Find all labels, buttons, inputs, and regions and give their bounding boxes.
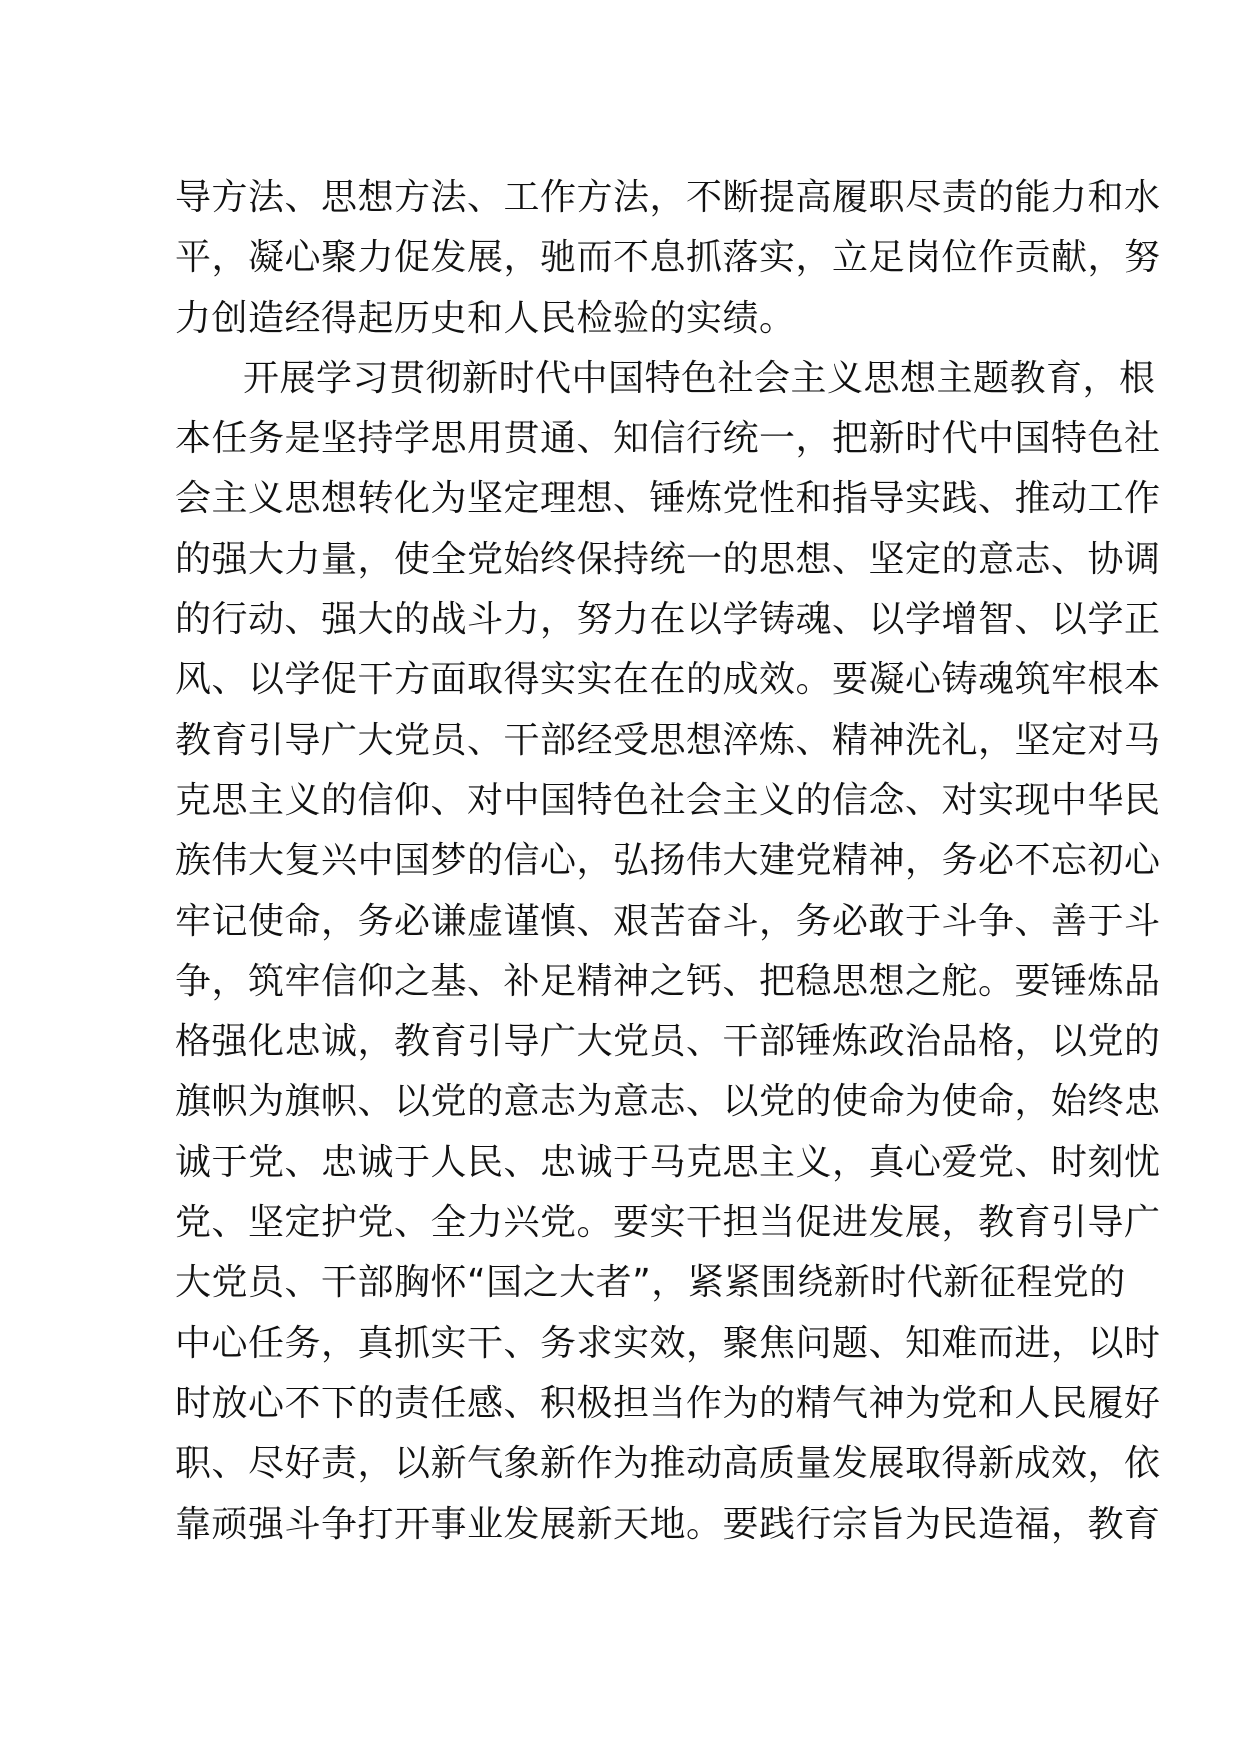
text-line: 的强大力量，使全党始终保持统一的思想、坚定的意志、协调: [175, 538, 1161, 580]
text-line: 力创造经得起历史和人民检验的实绩。: [175, 297, 796, 339]
text-line: 争，筑牢信仰之基、补足精神之钙、把稳思想之舵。要锤炼品: [175, 960, 1161, 1002]
text-line: 导方法、思想方法、工作方法，不断提高履职尽责的能力和水: [175, 177, 1161, 218]
text-line: 平，凝心聚力促发展，驰而不息抓落实，立足岗位作贡献，努: [175, 237, 1161, 279]
text-line: 中心任务，真抓实干、务求实效，聚焦问题、知难而进，以时: [175, 1322, 1161, 1364]
paragraph-start-line: 开展学习贯彻新时代中国特色社会主义思想主题教育，根: [243, 357, 1156, 399]
text-line: 风、以学促干方面取得实实在在的成效。要凝心铸魂筑牢根本: [175, 659, 1161, 701]
text-line: 靠顽强斗争打开事业发展新天地。要践行宗旨为民造福，教育: [175, 1503, 1161, 1545]
text-line: 诚于党、忠诚于人民、忠诚于马克思主义，真心爱党、时刻忧: [175, 1141, 1161, 1183]
text-line: 旗帜为旗帜、以党的意志为意志、以党的使命为使命，始终忠: [175, 1081, 1161, 1123]
text-line: 职、尽好责，以新气象新作为推动高质量发展取得新成效，依: [175, 1443, 1161, 1485]
text-line: 族伟大复兴中国梦的信心，弘扬伟大建党精神，务必不忘初心: [175, 840, 1161, 882]
text-line: 克思主义的信仰、对中国特色社会主义的信念、对实现中华民: [175, 779, 1161, 821]
text-line: 会主义思想转化为坚定理想、锤炼党性和指导实践、推动工作: [175, 478, 1161, 520]
body-text: [175, 168, 1161, 1555]
text-line: 党、坚定护党、全力兴党。要实干担当促进发展，教育引导广: [175, 1202, 1161, 1244]
text-line: 时放心不下的责任感、积极担当作为的精气神为党和人民履好: [175, 1382, 1161, 1424]
text-line: 牢记使命，务必谦虚谨慎、艰苦奋斗，务必敢于斗争、善于斗: [175, 900, 1161, 942]
text-line: 的行动、强大的战斗力，努力在以学铸魂、以学增智、以学正: [175, 599, 1161, 641]
text-line: 本任务是坚持学思用贯通、知信行统一，把新时代中国特色社: [175, 418, 1161, 460]
text-line: 大党员、干部胸怀“国之大者”，紧紧围绕新时代新征程党的: [175, 1262, 1126, 1304]
text-line: 教育引导广大党员、干部经受思想淬炼、精神洗礼，坚定对马: [175, 719, 1161, 761]
text-line: 格强化忠诚，教育引导广大党员、干部锤炼政治品格，以党的: [175, 1021, 1161, 1063]
